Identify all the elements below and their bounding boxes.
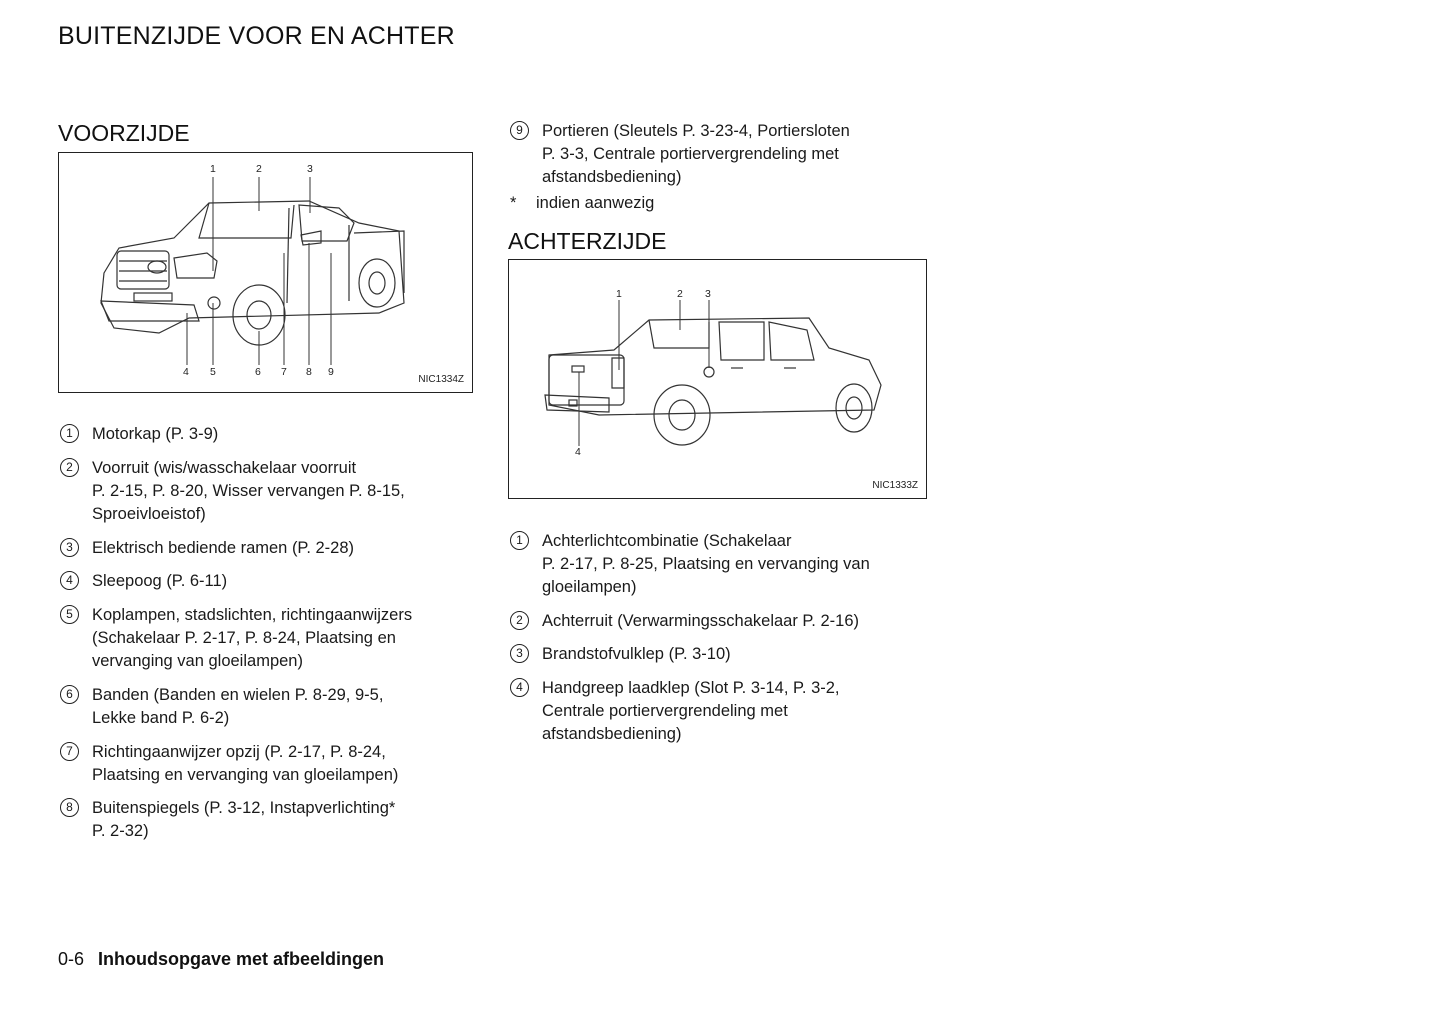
front-legend-number: 2: [60, 458, 79, 477]
front-section-title: VOORZIJDE: [58, 120, 190, 146]
front-legend-text: Buitenspiegels (P. 3-12, Instapverlichting* P. 2-32): [92, 799, 396, 840]
front-legend-number: 9: [510, 121, 529, 140]
rear-figure: [508, 259, 927, 499]
front-legend-item-5: [60, 604, 412, 673]
front-legend-number: 4: [60, 571, 79, 590]
rear-legend-number: 1: [510, 531, 529, 550]
front-callout-6: 6: [255, 366, 261, 378]
front-callout-3: 3: [307, 163, 313, 175]
front-callout-9: 9: [328, 366, 334, 378]
front-callout-5: 5: [210, 366, 216, 378]
rear-figure-code: NIC1333Z: [872, 480, 918, 491]
rear-callout-4: 4: [575, 446, 581, 458]
front-figure: [58, 152, 473, 393]
rear-legend-item-4: [510, 677, 840, 746]
front-legend-number: 8: [60, 798, 79, 817]
rear-callout-1: 1: [616, 288, 622, 300]
footnote: [510, 194, 654, 213]
front-legend-text: Richtingaanwijzer opzij (P. 2-17, P. 8-24, Plaatsing en vervanging van gloeilampen): [92, 743, 399, 784]
rear-legend-number: 3: [510, 644, 529, 663]
front-legend-text: Portieren (Sleutels P. 3-23-4, Portiersloten P. 3-3, Centrale portiervergrendeling met afstandsbediening): [542, 122, 850, 186]
footer-section-title: Inhoudsopgave met afbeeldingen: [98, 949, 385, 969]
rear-legend-number: 4: [510, 678, 529, 697]
rear-legend-text: Achterlichtcombinatie (Schakelaar P. 2-17, P. 8-25, Plaatsing en vervanging van gloeilampen): [542, 532, 870, 596]
front-legend-item-2: [60, 457, 405, 526]
rear-legend-number: 2: [510, 611, 529, 630]
front-legend-number: 6: [60, 685, 79, 704]
front-legend-item-4: [60, 570, 227, 593]
front-callout-7: 7: [281, 366, 287, 378]
front-legend-text: Banden (Banden en wielen P. 8-29, 9-5, Lekke band P. 6-2): [92, 686, 384, 727]
footer-page-number: 0-6: [58, 949, 85, 969]
front-legend-number: 1: [60, 424, 79, 443]
rear-callout-2: 2: [677, 288, 683, 300]
front-legend-item-6: [60, 684, 383, 730]
rear-legend-item-1: [510, 530, 870, 599]
rear-legend-item-3: [510, 643, 731, 666]
rear-legend-item-2: [510, 610, 859, 633]
front-legend-number: 5: [60, 605, 79, 624]
rear-legend-text: Achterruit (Verwarmingsschakelaar P. 2-16): [542, 612, 859, 630]
front-legend-text: Voorruit (wis/wasschakelaar voorruit P. 2-15, P. 8-20, Wisser vervangen P. 8-15, Sproeivloeistof): [92, 459, 405, 523]
front-legend-number: 3: [60, 538, 79, 557]
footnote-marker: *: [510, 194, 517, 212]
front-legend-item-7: [60, 741, 398, 787]
page-title: BUITENZIJDE VOOR EN ACHTER: [58, 22, 455, 50]
front-callout-1: 1: [210, 163, 216, 175]
front-truck-illustration: [59, 153, 472, 392]
rear-section-title: ACHTERZIJDE: [508, 228, 667, 254]
front-legend-text: Koplampen, stadslichten, richtingaanwijzers (Schakelaar P. 2-17, P. 8-24, Plaatsing en vervanging van gloeilampen): [92, 606, 413, 670]
rear-truck-illustration: [509, 260, 926, 498]
front-legend-number: 7: [60, 742, 79, 761]
front-legend-text: Elektrisch bediende ramen (P. 2-28): [92, 539, 355, 557]
rear-legend-text: Handgreep laadklep (Slot P. 3-14, P. 3-2, Centrale portiervergrendeling met afstandsbediening): [542, 679, 840, 743]
front-callout-2: 2: [256, 163, 262, 175]
rear-callout-3: 3: [705, 288, 711, 300]
footnote-text: indien aanwezig: [536, 194, 655, 212]
front-callout-4: 4: [183, 366, 189, 378]
front-figure-code: NIC1334Z: [418, 374, 464, 385]
front-legend-item-9: [510, 120, 850, 189]
front-legend-item-8: [60, 797, 395, 843]
front-legend-text: Sleepoog (P. 6-11): [92, 572, 228, 590]
front-legend-item-1: [60, 423, 218, 446]
front-callout-8: 8: [306, 366, 312, 378]
front-legend-item-3: [60, 537, 354, 560]
page-footer: [58, 949, 384, 970]
rear-legend-text: Brandstofvulklep (P. 3-10): [542, 645, 731, 663]
front-legend-text: Motorkap (P. 3-9): [92, 425, 219, 443]
